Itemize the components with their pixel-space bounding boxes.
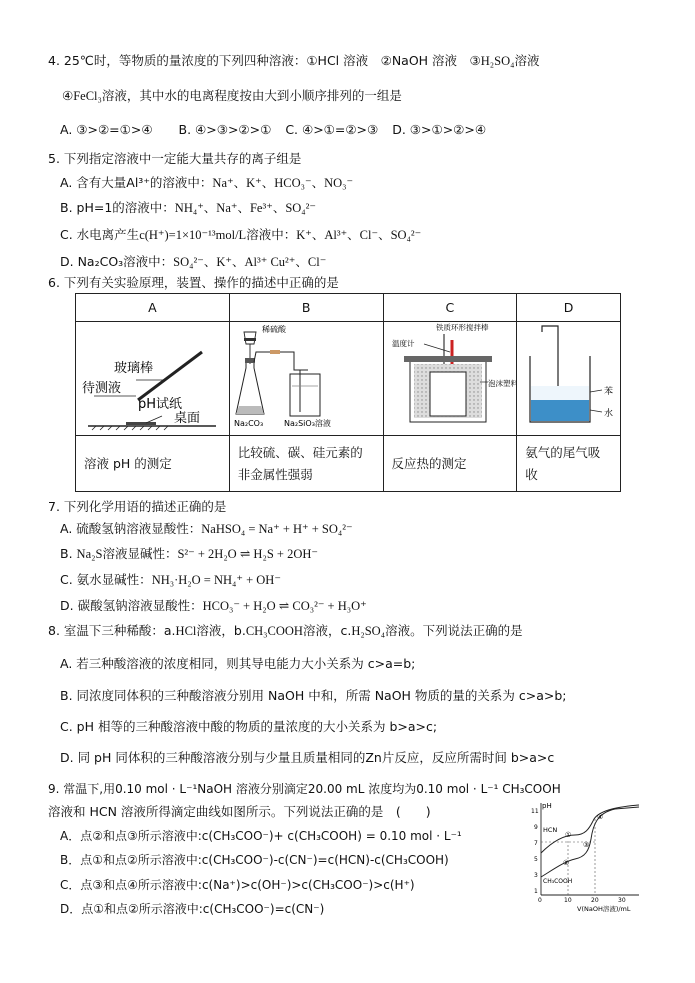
q8-acid-a: HCl	[175, 624, 197, 638]
q5-option-c[interactable]	[60, 226, 421, 244]
stopper	[245, 358, 255, 363]
q5-option-a[interactable]	[60, 174, 353, 192]
q6-caption-a: 溶液 pH 的测定	[76, 436, 230, 492]
ytick-9: 9	[534, 824, 538, 831]
label-iron-stirrer: 铁质环形搅拌棒	[435, 323, 489, 332]
q5-option-b[interactable]	[60, 199, 316, 217]
label-na2co3: Na₂CO₃	[234, 419, 264, 428]
ytick-1: 1	[534, 888, 538, 895]
q5-c-label: C. 水电离产生	[60, 227, 140, 242]
xtick-10: 10	[564, 897, 572, 904]
paper-pointer	[146, 416, 162, 423]
label-water: 水	[603, 409, 613, 419]
q8-option-a[interactable]: A. 若三种酸溶液的浓度相同，则其导电能力大小关系为 c>a=b;	[60, 656, 416, 671]
q7-c-label: C. 氨水显碱性：	[60, 572, 152, 587]
q4-mark4: ④	[62, 88, 74, 103]
label-na2sio3: Na₂SiO₃溶液	[284, 419, 332, 428]
point-1: ①	[565, 831, 572, 839]
q6-header-d: D	[517, 294, 621, 322]
label-dilute-sulfuric-acid: 稀硫酸	[262, 325, 287, 334]
q4-stem: 4. 25℃时，等物质的量浓度的下列四种溶液：①HCl 溶液 ②NaOH 溶液 ③	[48, 53, 481, 68]
q9-option-d[interactable]: D．点①和点②所示溶液中:c(CH₃COO⁻)=c(CN⁻)	[60, 902, 325, 916]
inner-beaker	[430, 372, 466, 416]
q5-option-d[interactable]	[60, 253, 326, 271]
ytick-5: 5	[534, 856, 538, 863]
ph-test-diagram	[76, 322, 228, 432]
q6-table	[75, 293, 621, 492]
q7-d-label: D. 碳酸氢钠溶液显酸性：	[60, 598, 203, 613]
q6-header-b: B	[229, 294, 383, 322]
ytick-7: 7	[534, 840, 538, 847]
q7-option-a[interactable]	[60, 520, 353, 538]
q8-stem-mid2: 溶液，c.	[302, 623, 352, 638]
q5-d-ions: SO₄²⁻、K⁺、Al³⁺ Cu²⁺、Cl⁻	[173, 255, 327, 269]
ytick-3: 3	[534, 872, 538, 879]
q7-option-d[interactable]	[60, 597, 367, 615]
titration-graph	[525, 799, 643, 915]
q9-stem-line2: 溶液和 HCN 溶液所得滴定曲线如图所示。下列说法正确的是 ( )	[48, 804, 431, 819]
xtick-0: 0	[538, 897, 542, 904]
q4-option-d[interactable]: D. ③>①>②>④	[392, 122, 487, 137]
q8-acid-b: CH₃COOH	[245, 624, 303, 638]
tube-joint	[270, 350, 280, 354]
beaker	[290, 374, 320, 416]
q5-stem: 5. 下列指定溶液中一定能大量共存的离子组是	[48, 151, 302, 166]
q6-header-a: A	[76, 294, 230, 322]
point-3: ③	[583, 841, 590, 849]
label-table: 桌面	[174, 411, 201, 426]
flask-contents	[236, 406, 264, 414]
point-2: ②	[563, 859, 570, 867]
calorimeter-diagram	[384, 322, 516, 432]
q8-option-d[interactable]: D. 同 pH 同体积的三种酸溶液分别与少量且质量相同的Zn片反应，反应所需时间 b>a>c	[60, 750, 555, 765]
q7-a-eq: NaHSO₄ = Na⁺ + H⁺ + SO₄²⁻	[201, 522, 353, 536]
point-4: ④	[597, 813, 604, 821]
q8-option-b[interactable]: B. 同浓度同体积的三种酸溶液分别用 NaOH 中和，所需 NaOH 物质的量的关系为 c>a>b;	[60, 688, 567, 703]
q5-c-ions: K⁺、Al³⁺、Cl⁻、SO₄²⁻	[296, 228, 422, 242]
label-test-liquid: 待测液	[82, 381, 122, 396]
q7-c-eq: NH₃·H₂O = NH₄⁺ + OH⁻	[151, 573, 281, 587]
benzene-layer	[531, 386, 589, 400]
q4-option-a[interactable]: A. ③>②=①>④	[60, 122, 153, 137]
q8-stem-end: 溶液。下列说法正确的是	[385, 623, 523, 638]
ammonia-absorption-diagram	[518, 322, 620, 432]
label-ph-paper: pH试纸	[138, 397, 183, 412]
q7-b-mid: 溶液显碱性：	[102, 546, 178, 561]
q7-option-b[interactable]	[60, 545, 318, 563]
q6-caption-c: 反应热的测定	[383, 436, 517, 492]
q7-b-eq: S²⁻ + 2H₂O ⇌ H₂S + 2OH⁻	[177, 547, 318, 561]
xtick-20: 20	[591, 897, 599, 904]
q8-stem	[48, 622, 523, 640]
label-glass-rod: 玻璃棒	[114, 361, 154, 376]
x-axis-label: V(NaOH溶液)/mL	[577, 905, 631, 913]
delivery-tube	[254, 352, 308, 370]
q4-h2so4: H₂SO₄	[480, 54, 515, 68]
acetic-acid-curve	[541, 807, 639, 877]
q4-options	[60, 121, 486, 139]
q7-d-eq: HCO₃⁻ + H₂O ⇌ CO₃²⁻ + H₃O⁺	[202, 599, 367, 613]
q4-option-c[interactable]: C. ④>①=②>③	[285, 122, 379, 137]
label-thermometer: 温度计	[391, 339, 415, 348]
q8-acid-c: H₂SO₄	[351, 624, 386, 638]
q6-stem: 6. 下列有关实验原理，装置、操作的描述中正确的是	[48, 275, 339, 290]
q5-b-ions: NH₄⁺、Na⁺、Fe³⁺、SO₄²⁻	[174, 201, 317, 215]
xtick-30: 30	[618, 897, 626, 904]
q5-a-ions: Na⁺、K⁺、HCO₃⁻、NO₃⁻	[212, 176, 354, 190]
water-layer	[531, 400, 589, 421]
acid-comparison-diagram	[230, 322, 382, 432]
q6-header-c: C	[383, 294, 517, 322]
q6-figure-a	[76, 322, 230, 436]
q5-c-conc: c(H⁺)=1×10⁻¹³mol/L	[139, 228, 247, 242]
q5-d-label: D. Na₂CO₃溶液中：	[60, 254, 174, 269]
q4-fecl3: FeCl₃	[73, 89, 102, 103]
q9-option-c[interactable]: C．点③和点④所示溶液中:c(Na⁺)>c(OH⁻)>c(CH₃COO⁻)>c(H⁺)	[60, 878, 415, 892]
q6-caption-b: 比较硫、碳、硅元素的非金属性强弱	[229, 436, 383, 492]
q7-option-c[interactable]	[60, 571, 281, 589]
q5-b-label: B. pH=1的溶液中：	[60, 200, 175, 215]
q5-a-label: A. 含有大量Al³⁺的溶液中：	[60, 175, 213, 190]
q6-figure-c	[383, 322, 517, 436]
q6-figure-b	[229, 322, 383, 436]
q7-b-salt: Na₂S	[76, 547, 103, 561]
q6-caption-d: 氨气的尾气吸收	[517, 436, 621, 492]
q4-stem-line2	[62, 87, 402, 105]
q4-stem-end: 溶液	[514, 53, 540, 68]
q9-stem-line1: 9. 常温下,用0.10 mol · L⁻¹NaOH 溶液分别滴定20.00 mL 浓度均为0.10 mol · L⁻¹ CH₃COOH	[48, 782, 561, 796]
q9-option-b[interactable]: B．点①和点②所示溶液中:c(CH₃COO⁻)-c(CN⁻)=c(HCN)-c(CH₃COOH)	[60, 853, 449, 867]
conical-flask	[236, 360, 264, 414]
q9-option-a[interactable]: A．点②和点③所示溶液中:c(CH₃COO⁻)+ c(CH₃COOH) = 0.10 mol · L⁻¹	[60, 829, 462, 843]
label-hcn: HCN	[543, 826, 558, 834]
q5-c-mid: 溶液中：	[246, 227, 297, 242]
q4-line2: 溶液，其中水的电离程度按由大到小顺序排列的一组是	[101, 88, 402, 103]
glass-rod	[138, 352, 202, 400]
q7-b-label: B.	[60, 546, 73, 561]
label-benzene: 苯	[603, 387, 613, 397]
lid	[404, 356, 492, 362]
q8-stem-pre: 8. 室温下三种稀酸：a.	[48, 623, 176, 638]
label-ch3cooh: CH₃COOH	[543, 878, 573, 885]
q8-option-c[interactable]: C. pH 相等的三种酸溶液中酸的物质的量浓度的大小关系为 b>a>c;	[60, 719, 438, 734]
q7-stem: 7. 下列化学用语的描述正确的是	[48, 499, 227, 514]
q4-option-b[interactable]: B. ④>③>②>①	[178, 122, 272, 137]
y-axis-label: pH	[542, 802, 552, 810]
q6-figure-d	[517, 322, 621, 436]
q8-stem-mid1: 溶液，b.	[196, 623, 246, 638]
q4-stem-line	[48, 52, 540, 70]
q7-a-label: A. 硫酸氢钠溶液显酸性：	[60, 521, 202, 536]
ytick-11: 11	[531, 808, 539, 815]
label-foam: 泡沫塑料	[487, 379, 516, 388]
ph-paper	[126, 422, 156, 425]
